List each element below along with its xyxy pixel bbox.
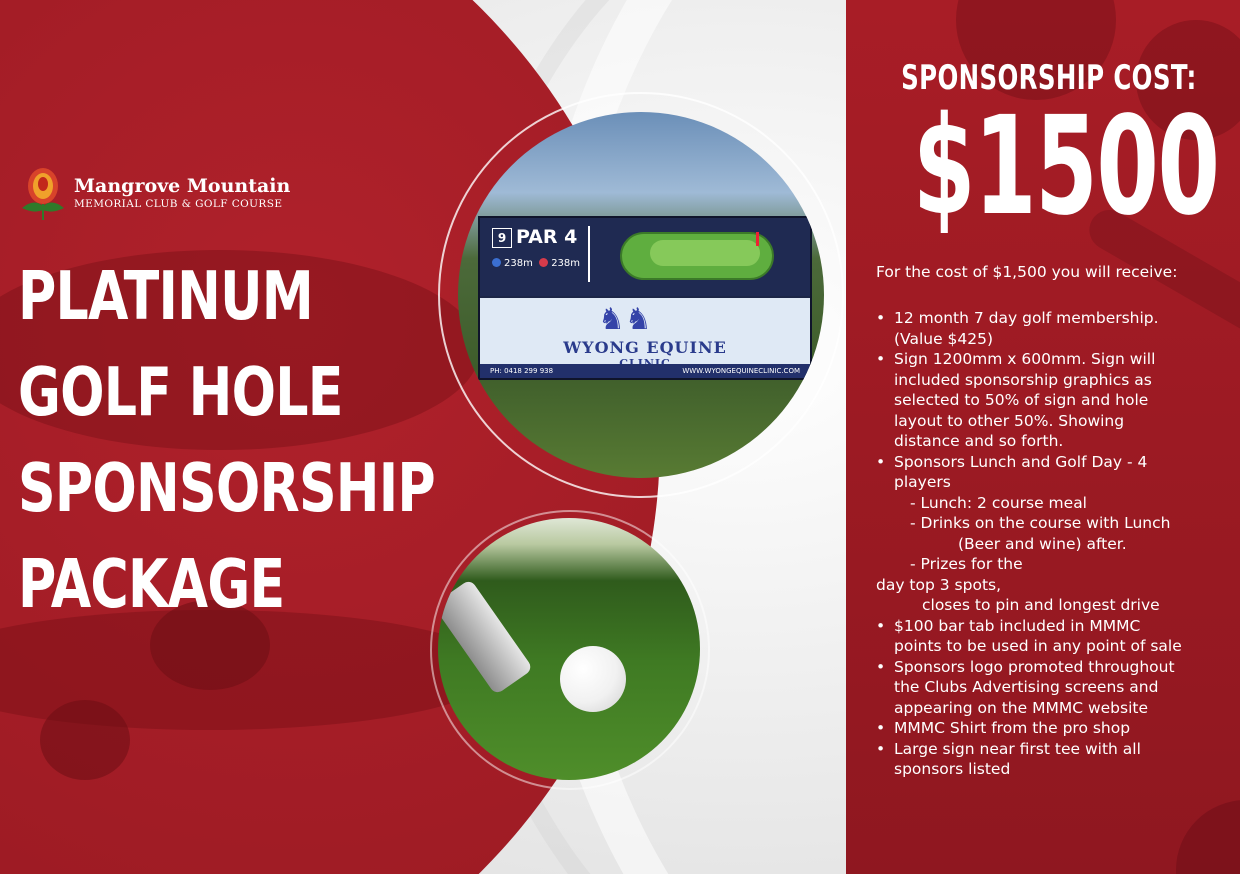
headline-line: SPONSORSHIP [18,449,435,527]
red-tee-icon [539,258,548,267]
sponsor-contact-strip [480,364,810,378]
club-name: Mangrove Mountain [74,175,291,197]
benefit-item: • 12 month 7 day golf membership. (Value $425) [876,308,1226,349]
benefit-item: • MMMC Shirt from the pro shop [876,718,1226,739]
hole-sign-photo [458,112,824,478]
benefit-subitem: day top 3 spots, [876,575,1002,594]
red-distance: 238m [551,258,581,269]
benefit-subitem: - Drinks on the course with Lunch [910,514,1171,532]
hole-sign [478,216,812,380]
benefit-subitem: (Beer and wine) after. [958,534,1127,553]
sponsor-name: WYONG EQUINE [563,338,727,357]
benefit-item: • $100 bar tab included in MMMC points to be used in any point of sale [876,616,1226,657]
benefit-subitem: closes to pin and longest drive [922,596,1160,614]
blue-distance: 238m [504,258,533,269]
benefit-subitem: - Lunch: 2 course meal [910,493,1087,512]
tree-shadow [40,700,130,780]
pin-flag-icon [756,232,759,246]
par-label: PAR 4 [516,226,578,248]
benefit-item: • Sponsors logo promoted throughout the Clubs Advertising screens and appearing on the MMMC website [876,657,1226,719]
benefits-list [876,308,1226,780]
club-logo [18,164,290,222]
waratah-flower-icon [18,164,68,222]
benefit-item: • Sign 1200mm x 600mm. Sign will included sponsorship graphics as selected to 50% of sign and hole layout to other 50%. Showing distance and so forth. [876,349,1226,452]
benefit-item: • Large sign near first tee with all sponsors listed [876,739,1226,780]
hole-distances [492,258,580,269]
benefit-item: • Sponsors Lunch and Golf Day - 4 players [876,452,1226,493]
golf-ball-photo [438,518,700,780]
horses-icon: ♞♞ [598,302,652,337]
club-subtitle: MEMORIAL CLUB & GOLF COURSE [74,198,283,210]
sponsor-panel [480,298,810,364]
cost-amount: $1500 [912,88,1219,246]
sponsor-phone: PH: 0418 299 938 [490,367,554,375]
golf-club-icon [438,579,533,695]
headline-line: PLATINUM [18,257,314,335]
benefits-intro: For the cost of $1,500 you will receive: [876,263,1178,281]
sponsor-website: WWW.WYONGEQUINECLINIC.COM [682,367,800,375]
decorative-ball [1176,800,1240,874]
blue-tee-icon [492,258,501,267]
headline-line: GOLF HOLE [18,353,343,431]
headline-line: PACKAGE [18,545,285,623]
cost-label: SPONSORSHIP COST: [901,58,1197,98]
benefit-subitem: - Prizes for the [910,555,1023,573]
golf-ball-icon [560,646,626,712]
hole-number: 9 [492,228,512,248]
